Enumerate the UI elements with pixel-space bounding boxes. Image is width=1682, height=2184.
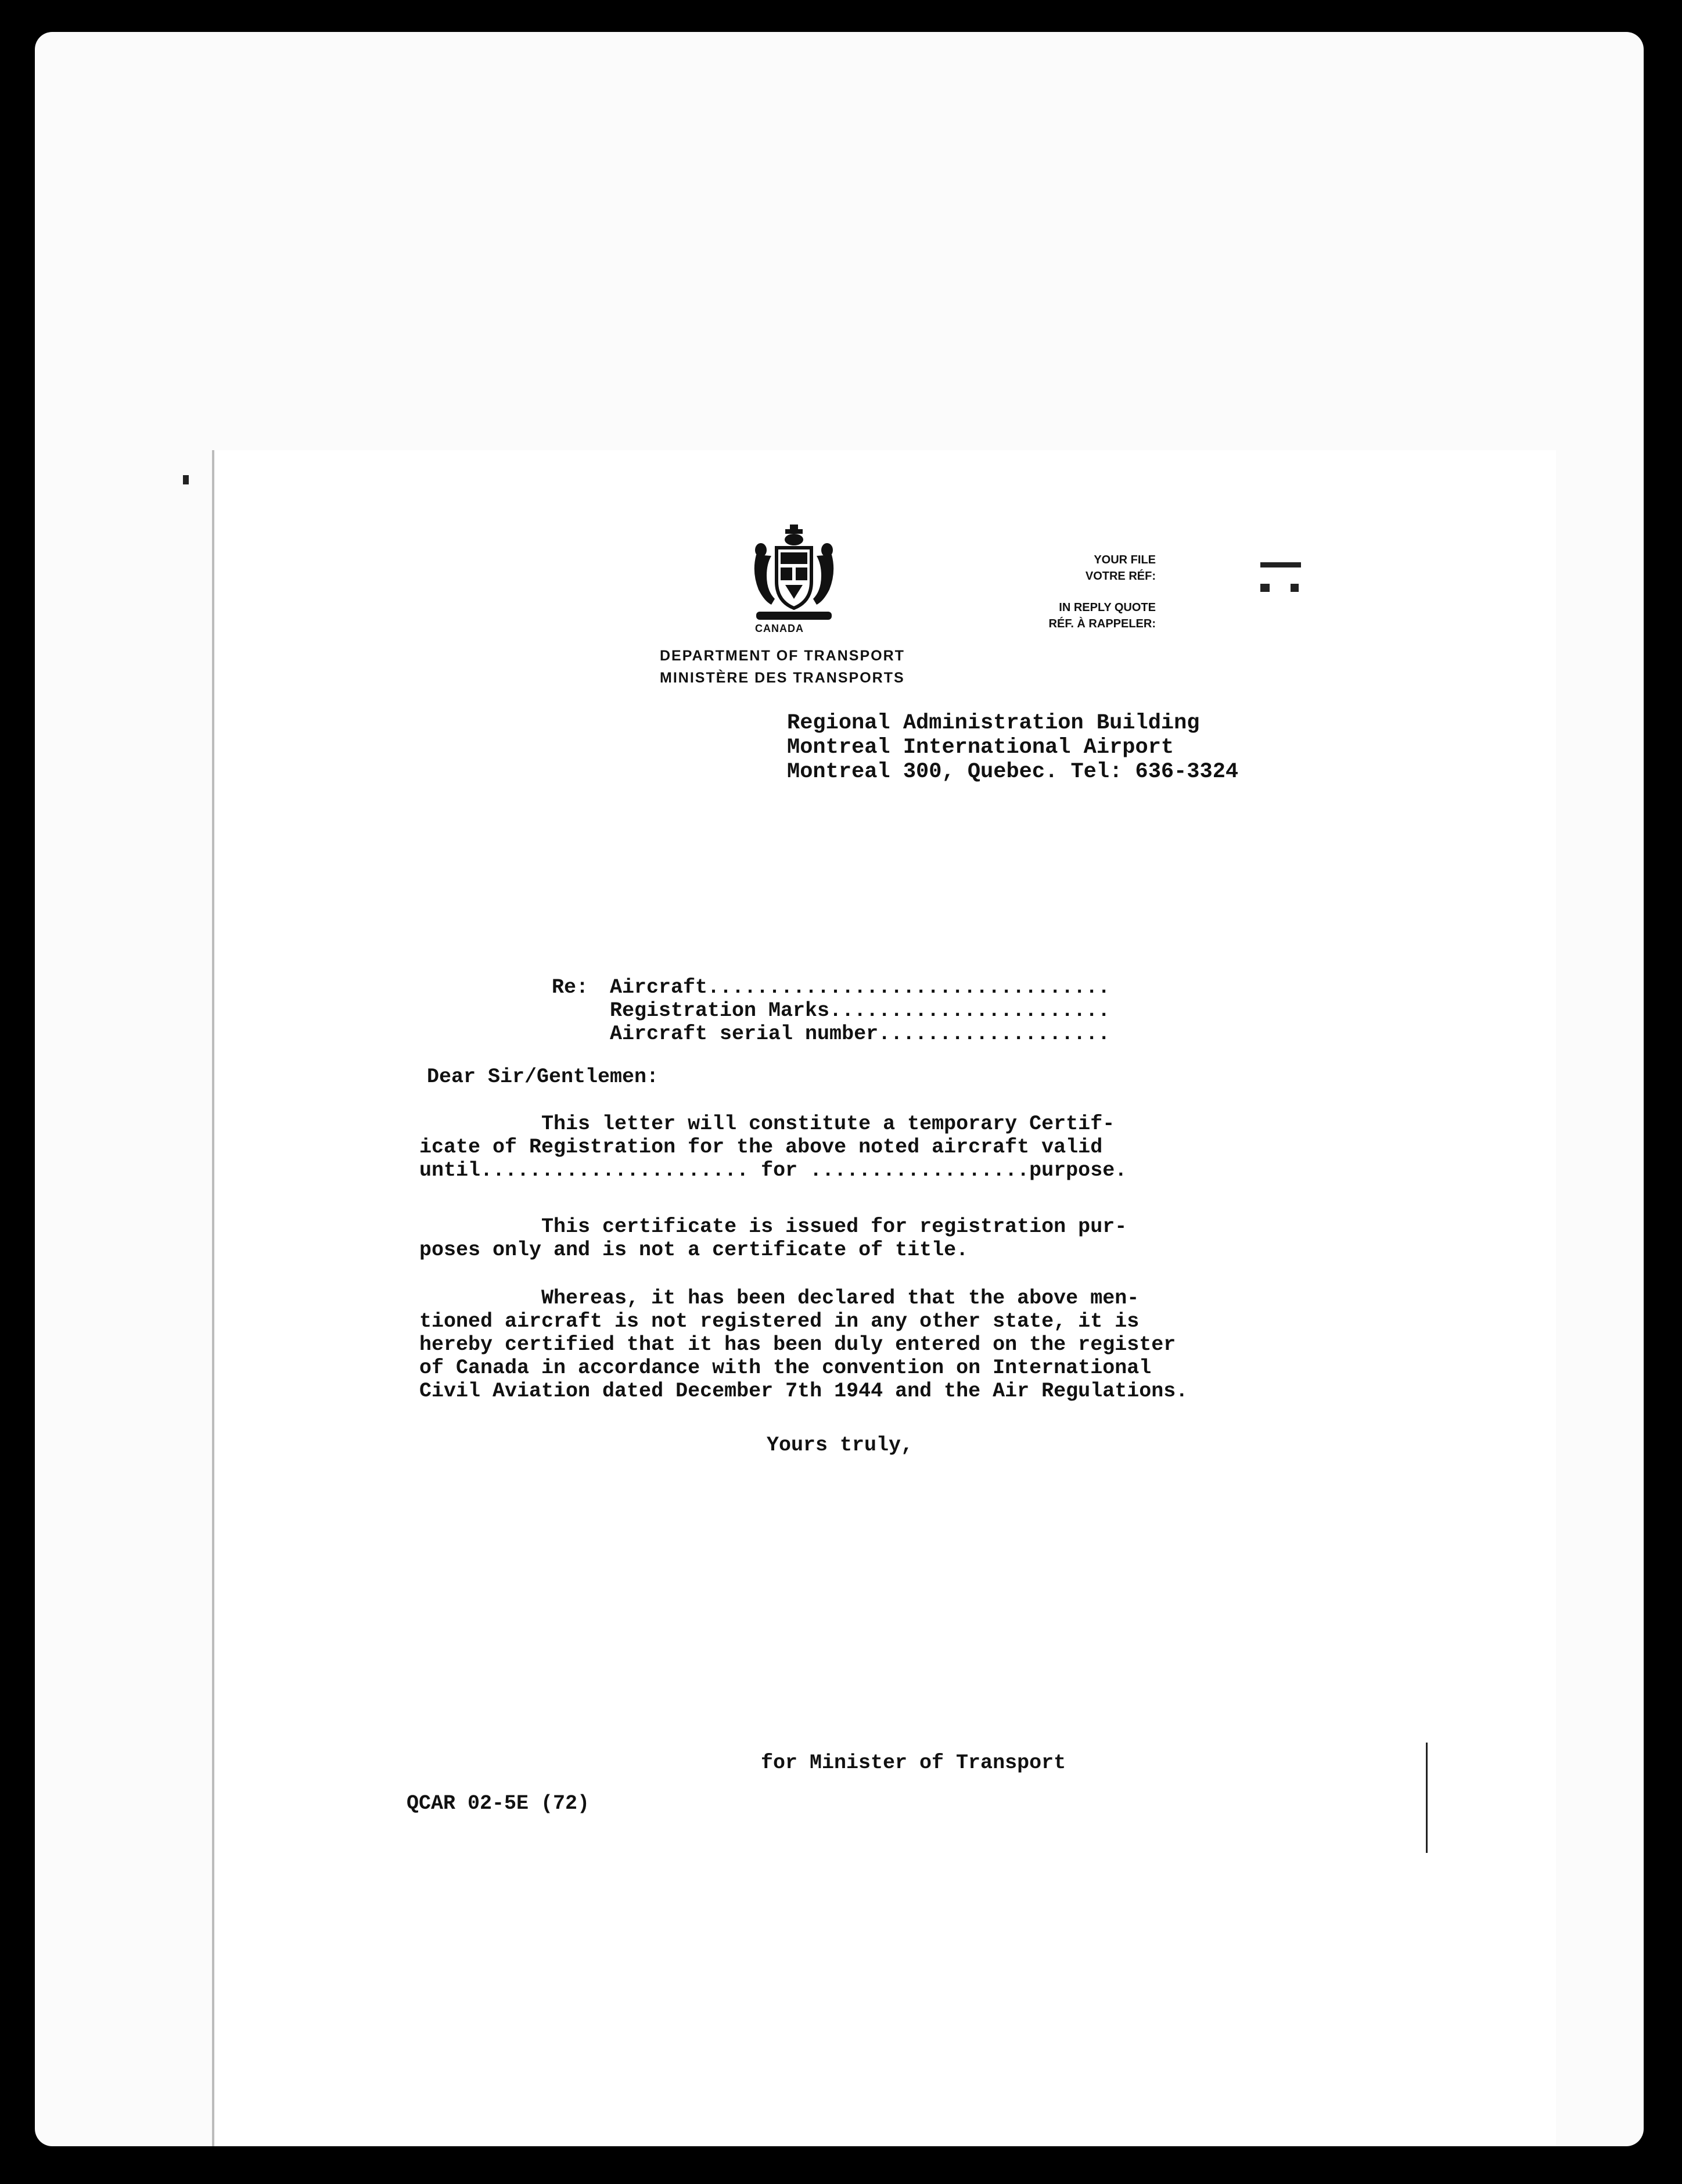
paragraph-line: icate of Registration for the above noted aircraft valid <box>419 1136 1103 1159</box>
scanned-page <box>35 32 1644 2146</box>
reply-quote-label-fr: RÉF. À RAPPELER: <box>1048 617 1156 630</box>
paragraph-line: This letter will constitute a temporary Certif- <box>419 1112 1115 1136</box>
reply-quote-label-en: IN REPLY QUOTE <box>1059 601 1156 614</box>
department-name-fr: MINISTÈRE DES TRANSPORTS <box>660 670 905 686</box>
re-block <box>610 976 1110 1046</box>
paragraph-temporary-certificate <box>419 1112 1127 1182</box>
closing: Yours truly, <box>767 1434 914 1457</box>
salutation: Dear Sir/Gentlemen: <box>427 1065 659 1089</box>
paragraph-line: Civil Aviation dated December 7th 1944 and the Air Regulations. <box>419 1380 1188 1403</box>
address-line-2: Montreal International Airport <box>787 735 1174 760</box>
paragraph-line: of Canada in accordance with the convention on International <box>419 1356 1152 1380</box>
margin-mark <box>1260 584 1270 592</box>
re-label: Re: <box>552 976 589 999</box>
your-file-label-fr: VOTRE RÉF: <box>1085 570 1156 583</box>
margin-mark <box>1291 584 1299 592</box>
paragraph-line: Whereas, it has been declared that the above men- <box>419 1287 1140 1310</box>
re-aircraft-line: Aircraft................................. <box>610 976 1110 999</box>
sender-address <box>787 711 1238 784</box>
margin-mark <box>1426 1743 1428 1853</box>
paragraph-line: tioned aircraft is not registered in any other state, it is <box>419 1310 1140 1333</box>
margin-mark <box>1260 562 1301 567</box>
paragraph-line: poses only and is not a certificate of title. <box>419 1238 969 1262</box>
signature-line: for Minister of Transport <box>761 1751 1066 1774</box>
address-line-3: Montreal 300, Quebec. Tel: 636-3324 <box>787 760 1239 784</box>
department-name-en: DEPARTMENT OF TRANSPORT <box>660 648 905 664</box>
margin-mark <box>183 475 189 484</box>
paragraph-registration-purpose <box>419 1215 1127 1262</box>
address-line-1: Regional Administration Building <box>787 711 1200 735</box>
your-file-label-en: YOUR FILE <box>1094 554 1156 566</box>
paragraph-line: hereby certified that it has been duly entered on the register <box>419 1333 1176 1356</box>
re-registration-line: Registration Marks....................... <box>610 999 1110 1022</box>
paragraph-line: until...................... for ..................purpose. <box>419 1159 1127 1182</box>
canada-coat-of-arms-icon <box>745 520 843 630</box>
re-serial-line: Aircraft serial number................... <box>610 1022 1110 1046</box>
paragraph-whereas <box>419 1287 1188 1403</box>
country-label: CANADA <box>755 623 804 634</box>
form-code: QCAR 02-5E (72) <box>407 1792 590 1815</box>
reference-block <box>999 552 1156 632</box>
paragraph-line: This certificate is issued for registration pur- <box>419 1215 1127 1238</box>
department-heading <box>660 645 905 689</box>
